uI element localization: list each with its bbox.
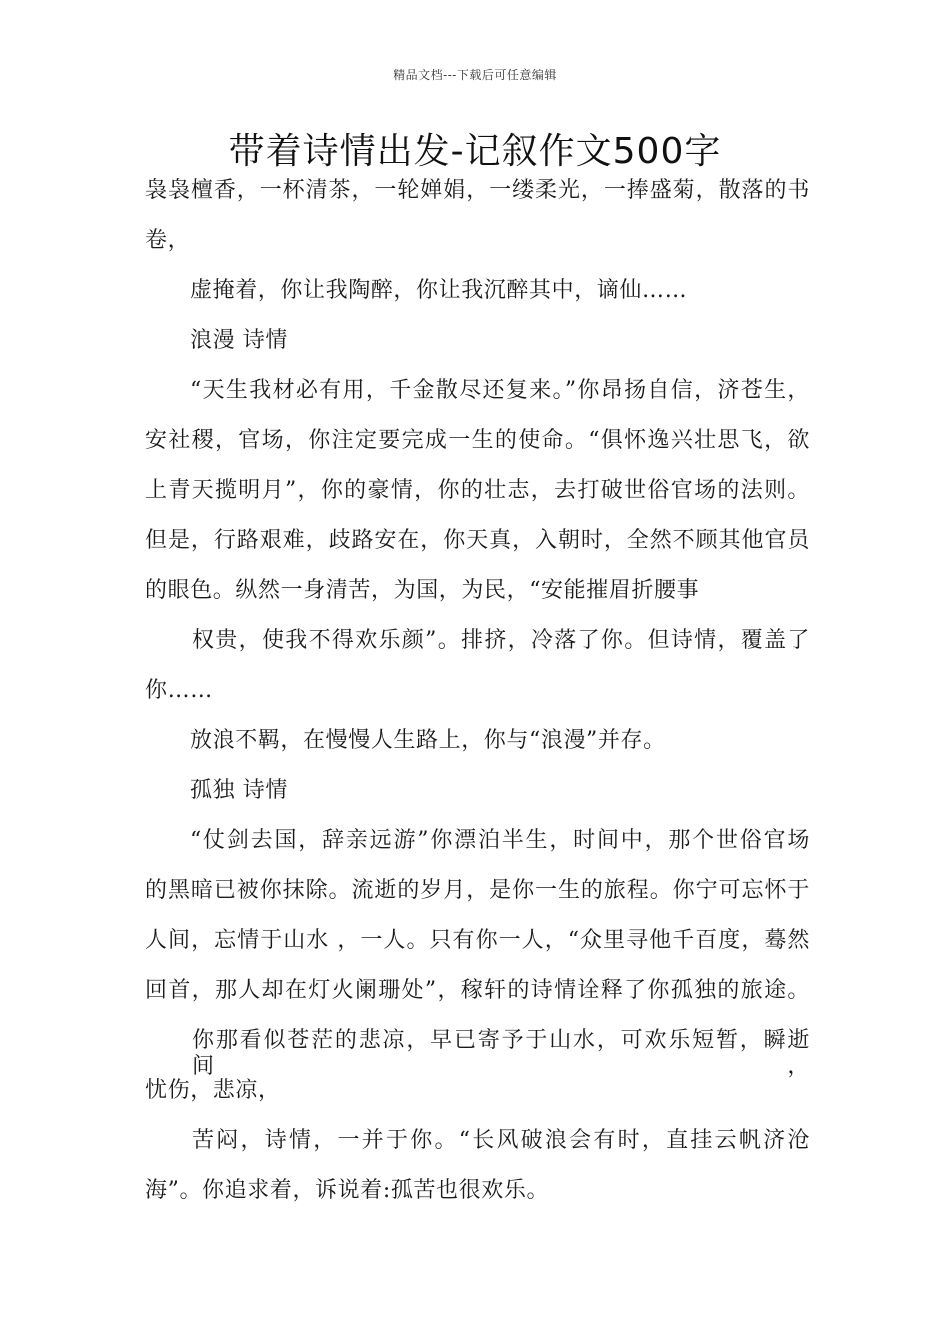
section-heading: 浪漫 诗情 [190, 328, 288, 353]
paragraph-line: 你…… [145, 678, 213, 703]
document-body [145, 178, 810, 1228]
paragraph-line: “天生我材必有用，千金散尽还复来。”你昂扬自信，济苍生， [190, 378, 810, 403]
paragraph-line: 苦闷，诗情，一并于你。“长风破浪会有时，直挂云帆济沧 [192, 1128, 810, 1153]
paragraph-line: 放浪不羁，在慢慢人生路上，你与“浪漫”并存。 [190, 728, 666, 753]
document-title: 带着诗情出发-记叙作文500字 [228, 131, 722, 172]
paragraph-line: 权贵，使我不得欢乐颜”。排挤，冷落了你。但诗情，覆盖了 [192, 628, 810, 653]
paragraph-line: 上青天揽明月”，你的豪情，你的壮志，去打破世俗官场的法则。 [145, 478, 810, 503]
paragraph-line: 袅袅檀香，一杯清茶，一轮婵娟，一缕柔光，一捧盛菊，散落的书 [145, 178, 810, 203]
paragraph-line: 的黑暗已被你抹除。流逝的岁月，是你一生的旅程。你宁可忘怀于 [145, 878, 810, 903]
paragraph-line: 卷， [145, 228, 191, 253]
paragraph-line: 回首，那人却在灯火阑珊处”，稼轩的诗情诠释了你孤独的旅途。 [145, 978, 810, 1003]
paragraph-line: 安社稷，官场，你注定要完成一生的使命。“俱怀逸兴壮思飞，欲 [145, 428, 810, 453]
paragraph-line: 但是，行路艰难，歧路安在，你天真，入朝时，全然不顾其他官员 [145, 528, 810, 553]
paragraph-line: 你那看似苍茫的悲凉，早已寄予于山水，可欢乐短暂，瞬逝间， [192, 1028, 810, 1079]
page-header-watermark: 精品文档---下载后可任意编辑 [393, 68, 557, 82]
paragraph-line: 人间，忘情于山水 ，一人。只有你一人，“众里寻他千百度，蓦然 [145, 928, 810, 953]
paragraph-line: 虚掩着，你让我陶醉，你让我沉醉其中，谪仙…… [190, 278, 688, 303]
paragraph-line: 海”。你追求着，诉说着:孤苦也很欢乐。 [145, 1178, 550, 1203]
paragraph-line: 的眼色。纵然一身清苦，为国，为民，“安能摧眉折腰事 [145, 578, 700, 603]
paragraph-line: 忧伤，悲凉， [145, 1078, 281, 1103]
section-heading: 孤独 诗情 [190, 778, 288, 803]
paragraph-line: “仗剑去国，辞亲远游”你漂泊半生，时间中，那个世俗官场 [190, 828, 810, 853]
